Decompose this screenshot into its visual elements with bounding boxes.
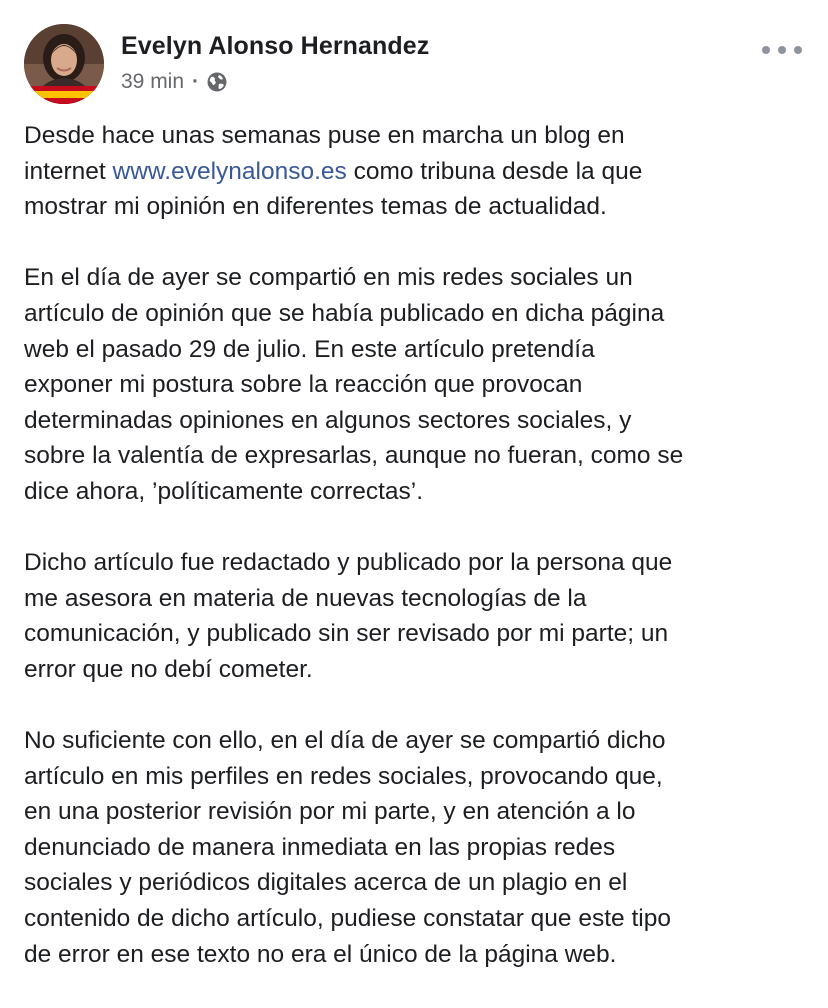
more-options-icon[interactable]	[762, 40, 802, 60]
author-name[interactable]: Evelyn Alonso Hernandez	[121, 32, 430, 60]
post-meta	[121, 70, 228, 94]
paragraph-3	[24, 545, 814, 687]
meta-separator: ·	[192, 70, 200, 93]
text-line: No suficiente con ello, en el día de ayer se compartió dicho	[24, 727, 666, 755]
text-line: artículo de opinión que se había publicado en dicha página	[24, 299, 665, 327]
text-line: me asesora en materia de nuevas tecnologías de la	[24, 584, 587, 612]
text-line: comunicación, y publicado sin ser revisado por mi parte; un	[24, 620, 669, 648]
text-line: En el día de ayer se compartió en mis redes sociales un	[24, 264, 633, 292]
text-line: denunciado de manera inmediata en las propias redes	[24, 833, 616, 861]
more-dot	[762, 46, 770, 54]
text-line: determinadas opiniones en algunos sectores sociales, y	[24, 406, 632, 434]
text-line: mostrar mi opinión en diferentes temas de actualidad.	[24, 193, 607, 221]
text-line: Desde hace unas semanas puse en marcha un blog en	[24, 122, 625, 149]
globe-icon[interactable]	[206, 71, 228, 93]
text-segment: internet	[24, 157, 113, 185]
paragraph-4	[24, 723, 814, 972]
text-line: sociales y periódicos digitales acerca de un plagio en el	[24, 869, 628, 897]
more-dot	[794, 46, 802, 54]
text-line: Dicho artículo fue redactado y publicado por la persona que	[24, 549, 673, 577]
text-line: exponer mi postura sobre la reacción que provocan	[24, 371, 583, 399]
blog-link[interactable]: www.evelynalonso.es	[112, 157, 347, 185]
text-line: sobre la valentía de expresarlas, aunque no fueran, como se	[24, 442, 684, 470]
text-line: de error en ese texto no era el único de la página web.	[24, 940, 617, 968]
profile-photo	[24, 24, 104, 104]
post-timestamp[interactable]: 39 min	[121, 70, 185, 93]
text-line: contenido de dicho artículo, pudiese constatar que este tipo	[24, 905, 671, 933]
text-line: dice ahora, ’políticamente correctas’.	[24, 477, 423, 505]
text-line: web el pasado 29 de julio. En este artículo pretendía	[24, 335, 595, 363]
avatar[interactable]	[24, 24, 104, 104]
paragraph-2	[24, 260, 814, 509]
text-line	[24, 154, 814, 190]
more-dot	[778, 46, 786, 54]
post-body	[24, 118, 814, 1008]
paragraph-1	[24, 118, 814, 225]
text-segment: como tribuna desde la que	[346, 157, 643, 185]
text-line: artículo en mis perfiles en redes sociales, provocando que,	[24, 762, 663, 790]
post-header	[24, 24, 804, 106]
text-line: error que no debí cometer.	[24, 655, 313, 683]
text-line: en una posterior revisión por mi parte, y en atención a lo	[24, 798, 636, 826]
